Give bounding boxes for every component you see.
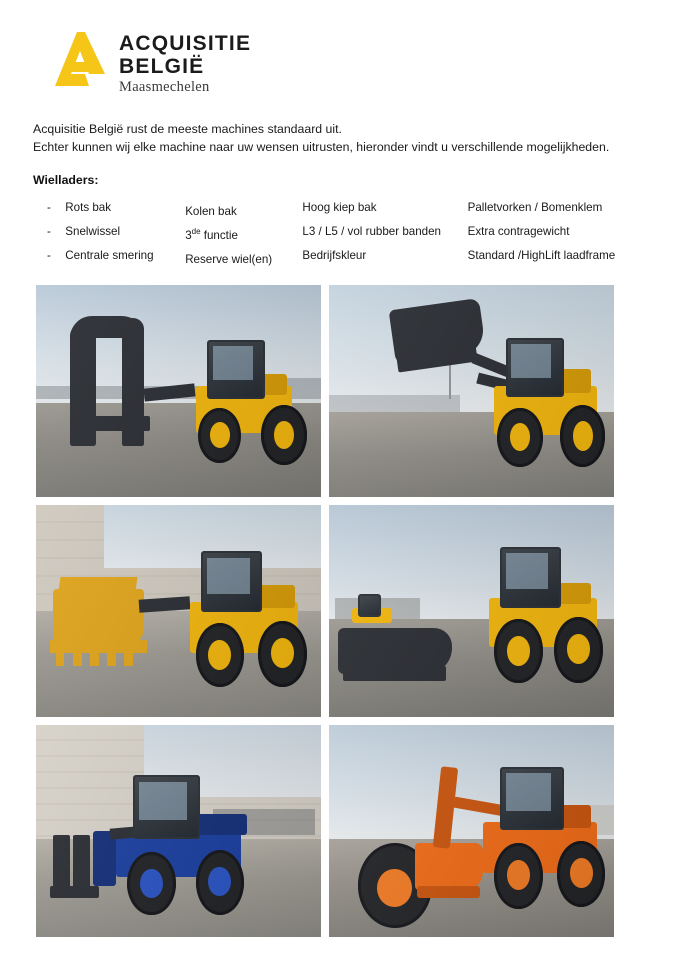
table-row — [47, 222, 649, 246]
intro-line-1: Acquisitie België rust de meeste machines standaard uit. — [33, 122, 342, 136]
logo-line-1: ACQUISITIE — [119, 32, 252, 55]
option-rots-bak: Rots bak — [65, 201, 112, 214]
option-text-pre: 3 — [185, 228, 192, 242]
option-extra-contragewicht: Extra contragewicht — [467, 224, 570, 238]
blue-wheel-loader-forks — [36, 725, 321, 937]
table-row — [47, 246, 649, 270]
logo-line-2: BELGIË — [119, 55, 205, 78]
acquisitie-a-logo-icon — [51, 28, 109, 90]
row-dash: - — [47, 224, 51, 238]
logo-wordmark — [119, 28, 251, 95]
orange-wheel-loader-bucket — [329, 725, 614, 937]
row-dash: - — [47, 201, 51, 214]
option-derde-functie — [185, 222, 302, 246]
logo-line-3: Maasmechelen — [119, 79, 210, 95]
option-banden: L3 / L5 / vol rubber banden — [302, 224, 442, 238]
option-snelwissel: Snelwissel — [65, 224, 121, 238]
intro-line-2: Echter kunnen wij elke machine naar uw wensen uitrusten, hieronder vindt u verschillende mogelijkheden. — [33, 140, 610, 154]
photo-gallery — [36, 285, 614, 937]
intro-paragraph — [33, 120, 649, 156]
option-text-post: functie — [200, 228, 238, 242]
option-bedrijfskleur: Bedrijfskleur — [302, 248, 367, 262]
option-kolen-bak — [185, 198, 302, 222]
option-hoog-kiep-bak: Hoog kiep bak — [302, 201, 377, 214]
option-text-pre: Reserve wiel(en) — [185, 252, 273, 266]
options-table — [47, 198, 649, 270]
wheel-loader-rock-bucket — [36, 505, 321, 717]
row-dash: - — [47, 248, 51, 262]
table-row — [47, 198, 649, 222]
option-palletvorken: Palletvorken / Bomenklem — [467, 201, 603, 214]
option-laadframe: Standard /HighLift laadframe — [467, 248, 616, 262]
wheel-loader-with-log-grapple — [36, 285, 321, 497]
option-text-sup: de — [191, 226, 201, 236]
option-centrale-smering: Centrale smering — [65, 248, 154, 262]
document-header — [33, 28, 649, 106]
option-reserve-wielen — [185, 246, 302, 270]
option-text-pre: Kolen bak — [185, 204, 237, 218]
wheel-loader-high-tip-bucket — [329, 505, 614, 717]
wheel-loader-raised-bucket — [329, 285, 614, 497]
section-title-wielladers: Wielladers: — [33, 173, 99, 187]
